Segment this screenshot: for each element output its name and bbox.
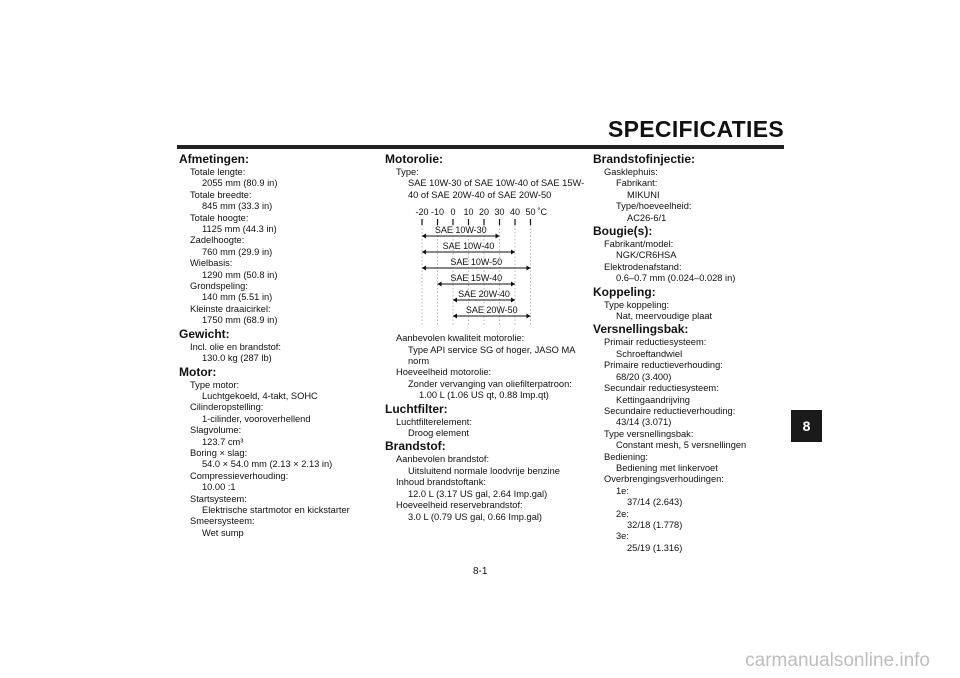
spec-line: Totale lengte:: [190, 167, 246, 177]
spec-line: Compressieverhouding:: [190, 470, 289, 481]
header-rule: [177, 145, 784, 149]
spec-line: Smeersysteem:: [190, 516, 255, 527]
section-heading-bougie-s: Bougie(s):: [593, 224, 653, 239]
middle-column-specs: [385, 333, 585, 523]
arrow-right: [511, 250, 515, 255]
oil-viscosity-chart: [385, 205, 585, 329]
spec-line: Uitsluitend normale loodvrije benzine: [408, 465, 560, 476]
spec-line: Totale breedte:: [190, 189, 252, 200]
spec-line: Primair reductiesysteem:: [604, 337, 707, 348]
column-left: [179, 152, 369, 539]
spec-line: Primaire reductieverhouding:: [604, 360, 723, 371]
spec-line: 130.0 kg (287 lb): [202, 353, 272, 364]
section-heading-motorolie: Motorolie:: [385, 152, 443, 166]
spec-line: Wet sump: [202, 527, 244, 538]
spec-line: Gasklephuis:: [604, 167, 658, 177]
spec-line: Hoeveelheid reservebrandstof:: [396, 500, 523, 511]
tick-label: 40: [509, 207, 521, 218]
section-heading-versnellingsbak: Versnellingsbak:: [593, 322, 689, 337]
arrow-left: [422, 266, 426, 271]
spec-line: Type/hoeveelheid:: [616, 201, 692, 212]
unit-label: ˚C: [537, 207, 547, 218]
arrow-right: [511, 282, 515, 287]
tick-label: 50: [525, 207, 536, 218]
spec-line: 1125 mm (44.3 in): [202, 224, 277, 235]
spec-line: Schroeftandwiel: [616, 348, 683, 359]
section-heading-luchtfilter: Luchtfilter:: [385, 401, 448, 416]
spec-line: 54.0 × 54.0 mm (2.13 × 2.13 in): [202, 459, 333, 470]
spec-line: Kleinste draaicirkel:: [190, 303, 271, 314]
spec-line: Boring × slag:: [190, 447, 248, 458]
arrow-left: [453, 314, 457, 319]
range-label: SAE 10W-50: [450, 257, 503, 268]
spec-line: Secundair reductiesysteem:: [604, 383, 719, 394]
spec-line: 0.6–0.7 mm (0.024–0.028 in): [616, 273, 736, 284]
spec-line: Inhoud brandstoftank:: [396, 477, 486, 488]
section-heading-gewicht: Gewicht:: [179, 326, 230, 341]
spec-line: Cilinderopstelling:: [190, 402, 264, 413]
range-label: SAE 10W-30: [434, 225, 487, 236]
spec-line: Luchtgekoeld, 4-takt, SOHC: [202, 390, 318, 401]
spec-line: Kettingaandrijving: [616, 394, 690, 405]
page-title: SPECIFICATIES: [608, 116, 784, 142]
spec-line: 760 mm (29.9 in): [202, 246, 273, 257]
spec-line: 1-cilinder, vooroverhellend: [202, 413, 311, 424]
spec-line: 1e:: [616, 485, 629, 496]
arrow-right: [511, 298, 515, 303]
section-heading-motor: Motor:: [179, 364, 217, 379]
arrow-left: [453, 298, 457, 303]
spec-line: 3.0 L (0.79 US gal, 0.66 Imp.gal): [408, 511, 543, 522]
range-label: SAE 15W-40: [450, 273, 503, 284]
spec-line: 1.00 L (1.06 US qt, 0.88 Imp.qt): [419, 390, 549, 401]
spec-line: Type versnellingsbak:: [604, 428, 694, 439]
range-label: SAE 20W-50: [465, 305, 518, 316]
arrow-left: [422, 234, 426, 239]
spec-line: Fabrikant:: [616, 178, 658, 189]
range-label: SAE 10W-40: [442, 241, 495, 252]
tick-label: -10: [430, 207, 445, 218]
spec-line: 1290 mm (50.8 in): [202, 269, 278, 280]
engine-oil-section: [385, 152, 585, 201]
spec-line: 25/19 (1.316): [627, 542, 683, 553]
tick-label: 10: [463, 207, 474, 218]
arrow-right: [527, 266, 531, 271]
spec-line: 3e:: [616, 531, 629, 542]
spec-line: Zadelhoogte:: [190, 235, 245, 246]
spec-line: Bediening met linkervoet: [616, 462, 718, 473]
section-heading-koppeling: Koppeling:: [593, 284, 656, 299]
spec-line: 2055 mm (80.9 in): [202, 178, 278, 189]
chapter-tab: 8: [791, 410, 822, 442]
spec-line: 43/14 (3.071): [616, 417, 672, 428]
column-right: [593, 152, 783, 554]
section-heading-brandstofinjectie: Brandstofinjectie:: [593, 152, 696, 166]
spec-line: SAE 10W-30 of SAE 10W-40 of SAE 15W-40 of SAE 20W-40 of SAE 20W-50: [408, 178, 585, 200]
section-heading-afmetingen: Afmetingen:: [179, 152, 249, 166]
spec-line: Overbrengingsverhoudingen:: [604, 474, 724, 485]
spec-line: 140 mm (5.51 in): [202, 292, 273, 303]
spec-line: Zonder vervanging van oliefilterpatroon:: [408, 378, 572, 389]
spec-line: Totale hoogte:: [190, 212, 249, 223]
spec-line: Secundaire reductieverhouding:: [604, 405, 736, 416]
tick-label: 20: [478, 207, 490, 218]
spec-line: Aanbevolen brandstof:: [396, 454, 490, 465]
spec-line: Fabrikant/model:: [604, 239, 674, 250]
tick-label: -20: [415, 207, 429, 218]
spec-line: NGK/CR6HSA: [616, 250, 677, 261]
spec-line: Slagvolume:: [190, 425, 242, 436]
column-middle: [385, 152, 585, 523]
spec-line: Grondspeling:: [190, 281, 248, 292]
arrow-right: [527, 314, 531, 319]
tick-label: 0: [450, 207, 456, 218]
spec-line: Droog element: [408, 428, 469, 439]
spec-line: Type:: [396, 167, 419, 177]
spec-line: Bediening:: [604, 451, 648, 462]
page-number: 8-1: [473, 566, 488, 577]
spec-line: MIKUNI: [627, 189, 660, 200]
tick-label: 30: [494, 207, 505, 218]
spec-line: AC26-6/1: [627, 212, 667, 223]
spec-line: Type koppeling:: [604, 299, 670, 310]
watermark: carmanualsonline.info: [745, 650, 930, 671]
spec-line: 12.0 L (3.17 US gal, 2.64 Imp.gal): [408, 488, 548, 499]
spec-line: Elektrische startmotor en kickstarter: [202, 504, 350, 515]
spec-line: Startsysteem:: [190, 493, 247, 504]
spec-line: Aanbevolen kwaliteit motorolie:: [396, 333, 525, 344]
spec-line: Nat, meervoudige plaat: [616, 311, 713, 322]
spec-line: 37/14 (2.643): [627, 497, 683, 508]
arrow-right: [496, 234, 500, 239]
spec-line: Wielbasis:: [190, 258, 233, 269]
arrow-left: [422, 250, 426, 255]
spec-line: 2e:: [616, 508, 629, 519]
arrow-left: [438, 282, 442, 287]
spec-line: 68/20 (3.400): [616, 371, 672, 382]
spec-line: 32/18 (1.778): [627, 519, 683, 530]
spec-line: Type motor:: [190, 379, 240, 390]
spec-line: Type API service SG of hoger, JASO MA norm: [408, 344, 575, 367]
spec-line: 123.7 cm³: [202, 436, 244, 447]
spec-line: Incl. olie en brandstof:: [190, 341, 281, 352]
spec-line: Constant mesh, 5 versnellingen: [616, 440, 747, 451]
spec-line: Elektrodenafstand:: [604, 261, 682, 272]
spec-line: Hoeveelheid motorolie:: [396, 367, 492, 378]
spec-line: Luchtfilterelement:: [396, 416, 472, 427]
section-heading-brandstof: Brandstof:: [385, 439, 446, 454]
spec-line: 10.00 :1: [202, 482, 236, 493]
range-label: SAE 20W-40: [458, 289, 510, 300]
spec-line: 845 mm (33.3 in): [202, 201, 273, 212]
spec-line: 1750 mm (68.9 in): [202, 315, 278, 326]
